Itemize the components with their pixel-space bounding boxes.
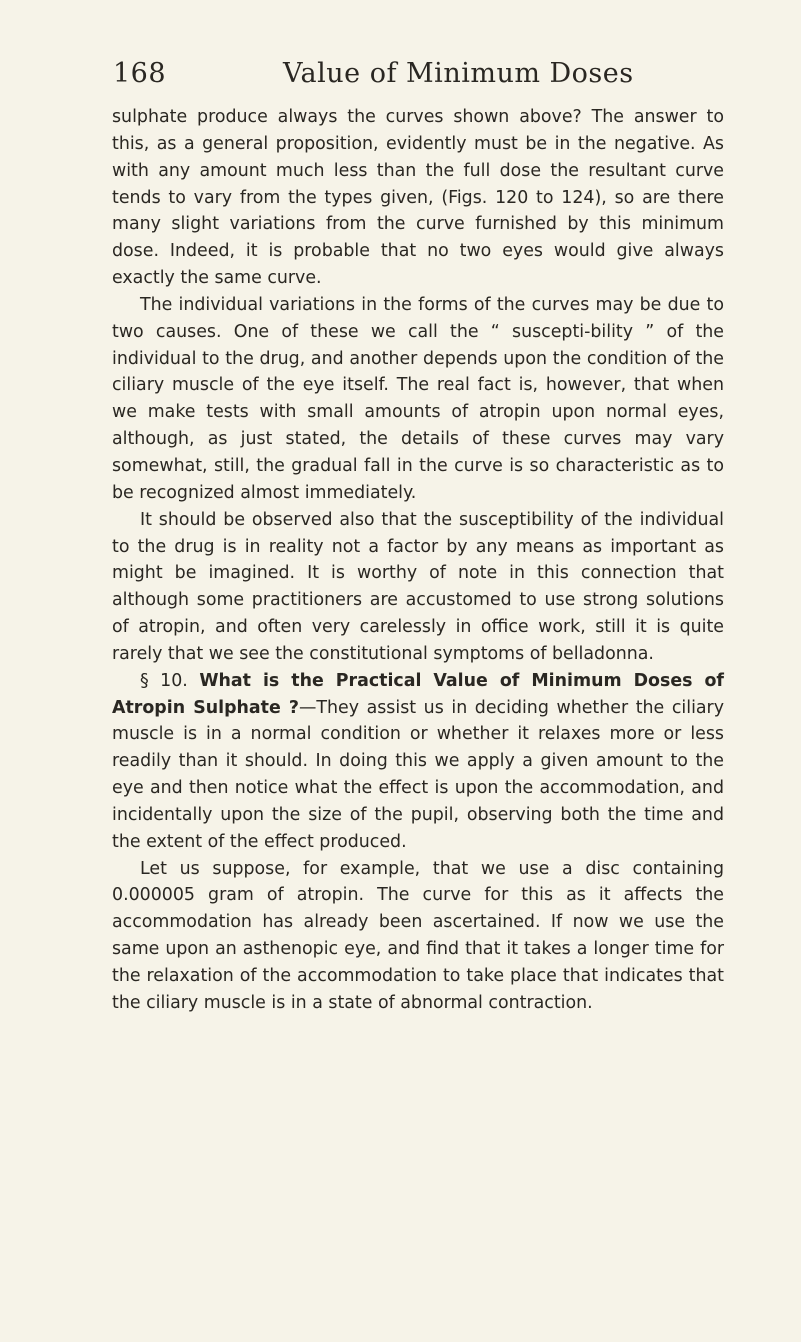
paragraph-section-10 — [112, 668, 724, 856]
paragraph-text: It should be observed also that the susceptibility of the individual to the drug is in reality not a factor by any means as important as might be imagined. It is worthy of note in this connection that although some practitioners are accustomed to use strong solutions of atropin, and often very carelessly in office work, still it is quite rarely that we see the constitutional symptoms of belladonna. — [112, 509, 724, 664]
paragraph-continuation — [112, 104, 724, 292]
running-title: Value of Minimum Doses — [283, 58, 634, 89]
body-text — [112, 104, 724, 1017]
page-number: 168 — [113, 58, 167, 89]
paragraph-example-disc — [112, 856, 724, 1017]
paragraph-text: sulphate produce always the curves shown above? The answer to this, as a general proposition, evidently must be in the negative. As with any amount much less than the full dose the resultant curve tends to vary from the types given, (Figs. 120 to 124), so are there many slight variations from the curve furnished by this minimum dose. Indeed, it is probable that no two eyes would give always exactly the same curve. — [112, 107, 724, 289]
section-heading: What is the Practical Value of Minimum Doses of Atropin Sulphate ? — [112, 670, 724, 718]
section-number: § 10. — [140, 670, 188, 691]
paragraph-text: The individual variations in the forms of the curves may be due to two causes. One of these we call the “ suscepti-bility ” of the individual to the drug, and another depends upon the condition of the ciliary muscle of the eye itself. The real fact is, however, that when we make tests with small amounts of atropin upon normal eyes, although, as just stated, the details of these curves may vary somewhat, still, the gradual fall in the curve is so characteristic as to be recognized almost immediately. — [112, 294, 724, 503]
paragraph-text: —They assist us in deciding whether the ciliary muscle is in a normal condition or whether it relaxes more or less readily than it should. In doing this we apply a given amount to the eye and then notice what the effect is upon the accommodation, and incidentally upon the size of the pupil, observing both the time and the extent of the effect produced. — [112, 697, 724, 852]
paragraph-individual-variations — [112, 292, 724, 507]
running-head — [113, 54, 733, 94]
paragraph-susceptibility — [112, 507, 724, 668]
paragraph-text: Let us suppose, for example, that we use a disc containing 0.000005 gram of atropin. The curve for this as it affects the accommodation has already been ascertained. If now we use the same upon an asthenopic eye, and find that it takes a longer time for the relaxation of the accommodation to take place that indicates that the ciliary muscle is in a state of abnormal contraction. — [112, 858, 724, 1013]
